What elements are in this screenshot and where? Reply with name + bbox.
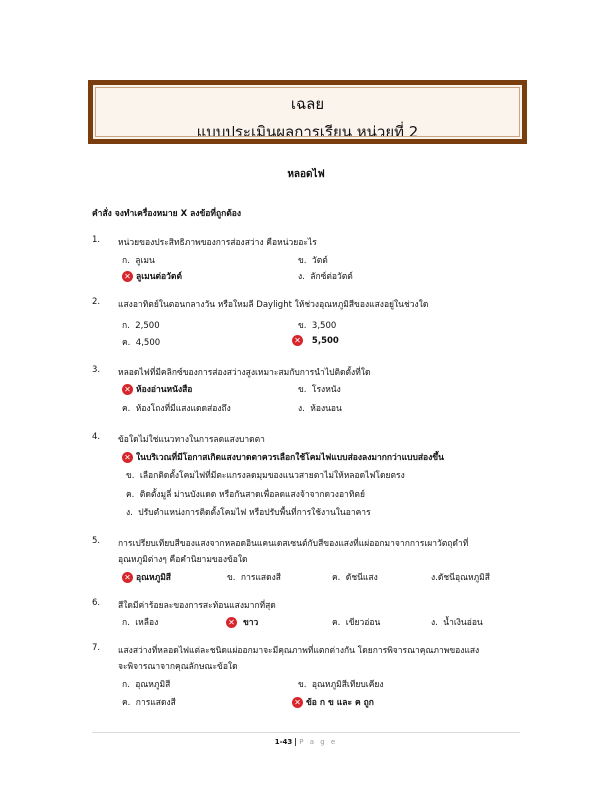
- option-d: ง. ปรับตำแหน่งการติดตั้งโคมไฟ หรือปรับพื้นที่การใช้งานในอาคาร: [126, 508, 371, 518]
- question-text-line1: แสงสว่างที่หลอดไฟแต่ละชนิดแผ่ออกมาจะมีคุณภาพที่แตกต่างกัน โดยการพิจารณาคุณภาพของแสง: [118, 646, 480, 656]
- option-c: ค. 4,500: [122, 338, 161, 348]
- option-d-correct: ✕ 5,500: [292, 335, 339, 346]
- title-answer-key: เฉลย: [290, 95, 325, 113]
- page-label: P a g e: [299, 738, 338, 746]
- circle-x-icon: ✕: [292, 697, 303, 708]
- option-a-correct: ✕ อุณหภูมิสี: [122, 570, 171, 584]
- option-a: ก. เหลือง: [122, 618, 159, 628]
- option-c: ค. เขียวอ่อน: [332, 618, 381, 628]
- option-c: ค. ห้องโถงที่มีแสงแดดส่องถึง: [122, 404, 231, 414]
- circle-x-icon: ✕: [122, 572, 133, 583]
- option-c: ค. ดัชนีแสง: [332, 573, 378, 583]
- page-number: 1-43: [274, 738, 293, 746]
- option-b: ข. เลือกติดตั้งโคมไฟที่มีตะแกรงลดมุมของแนวสายตาไม่ให้หลอดไฟโดยตรง: [126, 471, 405, 481]
- title-box: [88, 80, 527, 144]
- option-b: ข. อุณหภูมิสีเทียบเคียง: [298, 680, 384, 690]
- question-text: ข้อใดไม่ใช่แนวทางในการลดแสงบาดตา: [118, 435, 265, 445]
- question-number: 1.: [92, 235, 101, 245]
- option-c-correct: ✕ ลูเมนต่อวัตต์: [122, 269, 182, 283]
- question-text: หลอดไฟที่มีคลิกซ์ของการส่องสว่างสูงเหมาะสมกับการนำไปติดตั้งที่ใด: [118, 368, 371, 378]
- question-number: 3.: [92, 365, 101, 375]
- option-a: ก. ลูเมน: [122, 256, 155, 266]
- question-text-line2: จะพิจารณาจากคุณลักษณะข้อใด: [118, 662, 238, 672]
- option-a: ก. 2,500: [122, 321, 160, 331]
- question-number: 6.: [92, 598, 101, 608]
- option-d: ง. ลักซ์ต่อวัตต์: [298, 272, 353, 282]
- circle-x-icon: ✕: [122, 271, 133, 282]
- option-b: ข. การแสดงสี: [227, 573, 281, 583]
- option-b: ข. วัตต์: [298, 256, 328, 266]
- circle-x-icon: ✕: [292, 335, 303, 346]
- instruction: คำสั่ง จงทำเครื่องหมาย X ลงข้อที่ถูกต้อง: [92, 209, 242, 219]
- question-text: หน่วยของประสิทธิภาพของการส่องสว่าง คือหน่วยอะไร: [118, 238, 317, 248]
- footer-separator: [295, 738, 296, 746]
- title-assessment: แบบประเมินผลการเรียน หน่วยที่ 2: [196, 123, 419, 141]
- question-number: 2.: [92, 297, 101, 307]
- circle-x-icon: ✕: [122, 452, 133, 463]
- question-text-line2: อุณหภูมิต่างๆ คือคำนิยามของข้อใด: [118, 555, 248, 565]
- question-number: 4.: [92, 432, 101, 442]
- option-b: ข. โรงหนัง: [298, 385, 341, 395]
- question-number: 5.: [92, 536, 101, 546]
- circle-x-icon: ✕: [122, 384, 133, 395]
- option-c: ค. การแสดงสี: [122, 698, 176, 708]
- option-b: ข. 3,500: [298, 321, 337, 331]
- option-a-correct: ✕ ในบริเวณที่มีโอกาสเกิดแสงบาดตาควรเลือกใช้โคมไฟแบบส่องลงมากกว่าแบบส่องขึ้น: [122, 450, 444, 464]
- question-number: 7.: [92, 643, 101, 653]
- footer-divider: [92, 732, 520, 733]
- question-text: แสงอาทิตย์ในตอนกลางวัน หรือใหมลี Daylight ให้ช่วงอุณหภูมิสีของแสงอยู่ในช่วงใด: [118, 300, 429, 310]
- question-text-line1: การเปรียบเทียบสีของแสงจากหลอดอินแคนเดสเซนต์กับสีของแสงที่แผ่ออกมาจากการเผาวัตถุดำที่: [118, 539, 469, 549]
- option-a-correct: ✕ ห้องอ่านหนังสือ: [122, 382, 192, 396]
- question-text: สีใดมีค่าร้อยละของการสะท้อนแสงมากที่สุด: [118, 601, 276, 611]
- option-a: ก. อุณหภูมิสี: [122, 680, 171, 690]
- option-b-correct: ✕ ขาว: [226, 615, 258, 629]
- option-d: ง. น้ำเงินอ่อน: [431, 618, 483, 628]
- option-d: ง. ห้องนอน: [298, 404, 342, 414]
- option-c: ค. ติดตั้งมูลี่ ม่านบังแดด หรือกันสาดเพื่อลดแสงจ้าจากดวงอาทิตย์: [126, 490, 365, 500]
- option-d: ง.ดัชนีอุณหภูมิสี: [431, 573, 490, 583]
- option-d-correct: ✕ ข้อ ก ข และ ค ถูก: [292, 695, 374, 709]
- page-footer: [0, 738, 612, 746]
- circle-x-icon: ✕: [226, 617, 237, 628]
- subject-heading: หลอดไฟ: [287, 169, 325, 180]
